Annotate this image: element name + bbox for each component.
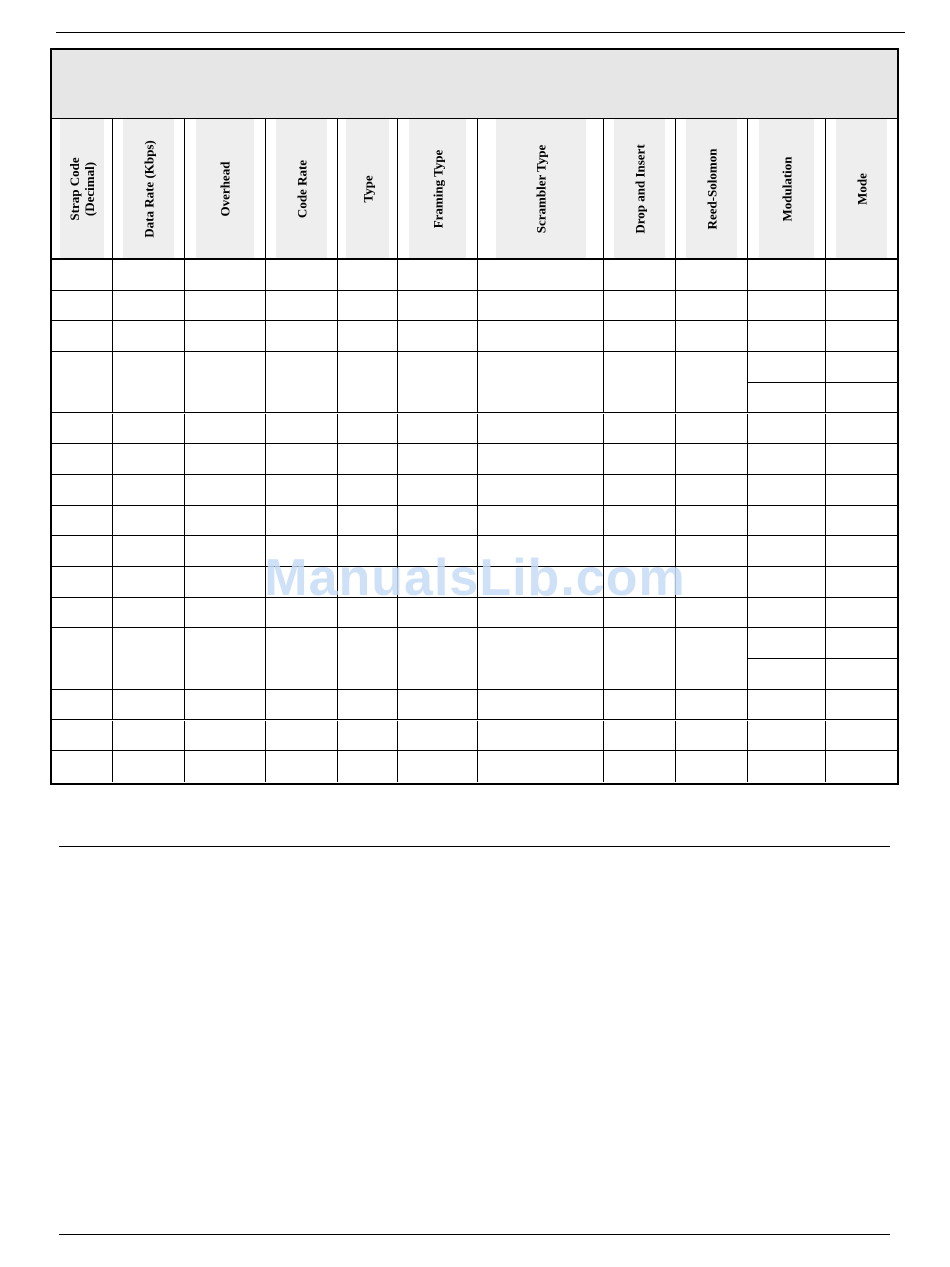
table-cell [398,444,478,475]
table-cell [676,352,748,413]
header-label: Data Rate (Kbps) [141,139,156,238]
table-cell [338,567,398,598]
table-cell [113,444,185,475]
table-cell [266,598,338,629]
table-cell [826,598,897,629]
table-cell [113,536,185,567]
header-label: Drop and Insert [632,143,647,234]
table-cell [113,321,185,352]
table-cell [185,475,266,506]
header-overhead [185,119,266,260]
table-cell [266,291,338,322]
table-cell [748,414,826,445]
table-cell [185,291,266,322]
table-cell [185,444,266,475]
table-cell [478,536,604,567]
table-cell [113,690,185,721]
table-cell [338,260,398,291]
table-cell [826,475,897,506]
table-cell [604,721,676,752]
table-cell [748,506,826,537]
table-cell [676,567,748,598]
table-cell [266,414,338,445]
table-cell [478,414,604,445]
table-cell [185,506,266,537]
table-cell [113,751,185,782]
table-cell [826,414,897,445]
table-cell [676,414,748,445]
table-cell [676,721,748,752]
table-cell [676,536,748,567]
header-label: Mode [854,172,869,205]
table-cell [478,444,604,475]
table-cell [478,291,604,322]
table-cell [478,567,604,598]
table-cell [52,690,113,721]
table-cell [52,536,113,567]
header-label: Framing Type [430,149,445,228]
table-cell [826,383,897,414]
table-cell [398,567,478,598]
table-cell [52,444,113,475]
header-drop-and-insert [604,119,676,260]
table-cell [478,352,604,413]
watermark: ManualsLib.com [264,549,686,607]
table-cell [113,628,185,689]
table-cell [748,352,826,383]
header-framing-type [398,119,478,260]
table-cell [748,321,826,352]
table-cell [338,291,398,322]
table-cell [113,598,185,629]
header-code-rate [266,119,338,260]
table-cell [185,321,266,352]
header-label: Strap Code (Decimal) [67,156,97,221]
table-cell [185,567,266,598]
table-cell [478,690,604,721]
table-cell [113,414,185,445]
section-rule [59,846,890,847]
table-cell [398,414,478,445]
table-cell [604,321,676,352]
table-cell [398,291,478,322]
top-rule [56,32,905,33]
table-cell [478,321,604,352]
table-cell [748,721,826,752]
table-cell [604,260,676,291]
table-cell [478,475,604,506]
table-cell [398,690,478,721]
table-cell [826,721,897,752]
table-cell [604,414,676,445]
table-cell [676,260,748,291]
table-cell [52,506,113,537]
table-cell [52,567,113,598]
table-cell [185,352,266,413]
table-cell [826,506,897,537]
table-cell [398,721,478,752]
table-cell [266,536,338,567]
table-cell [338,506,398,537]
table-cell [604,291,676,322]
table-cell [604,352,676,413]
table-cell [266,506,338,537]
table-cell [185,414,266,445]
header-scrambler-type [478,119,604,260]
table-cell [266,690,338,721]
table-cell [826,628,897,659]
table-cell [604,506,676,537]
table-cell [52,321,113,352]
header-data-rate [113,119,185,260]
table-cell [748,475,826,506]
table-cell [604,598,676,629]
table-cell [604,751,676,782]
table-cell [748,536,826,567]
table-cell [113,506,185,537]
table-cell [826,751,897,782]
strap-code-table [50,48,899,785]
table-cell [185,598,266,629]
table-cell [604,536,676,567]
table-cell [398,751,478,782]
table-cell [338,414,398,445]
table-cell [185,751,266,782]
table-cell [748,751,826,782]
header-label: Code Rate [294,159,309,218]
table-cell [398,536,478,567]
table-cell [478,260,604,291]
table-cell [478,506,604,537]
table-cell [604,444,676,475]
table-cell [52,628,113,689]
table-cell [338,690,398,721]
table-cell [826,536,897,567]
table-cell [826,690,897,721]
table-cell [478,721,604,752]
table-cell [676,321,748,352]
table-cell [52,721,113,752]
header-label: Overhead [217,161,233,216]
header-reed-solomon [676,119,748,260]
table-title-band [52,50,897,119]
header-mode [826,119,897,260]
footer-rule [59,1234,890,1235]
header-label: Modulation [779,155,794,222]
table-cell [52,260,113,291]
table-cell [113,291,185,322]
header-label: Reed-Solomon [704,148,719,229]
table-cell [748,598,826,629]
table-cell [748,690,826,721]
table-cell [113,352,185,413]
table-cell [604,628,676,689]
table-cell [478,598,604,629]
table-cell [604,567,676,598]
header-type [338,119,398,260]
table-cell [478,628,604,689]
table-cell [338,721,398,752]
header-label: Type [360,174,375,203]
table-cell [185,721,266,752]
table-cell [52,352,113,413]
table-cell [185,690,266,721]
table-cell [676,506,748,537]
table-cell [52,475,113,506]
table-cell [676,475,748,506]
table-cell [185,536,266,567]
table-cell [185,628,266,689]
table-cell [398,598,478,629]
table-cell [676,598,748,629]
table-cell [338,352,398,413]
table-cell [113,475,185,506]
table-cell [676,751,748,782]
table-cell [604,475,676,506]
table-cell [676,628,748,689]
table-cell [113,260,185,291]
table-cell [826,352,897,383]
table-cell [398,352,478,413]
table-cell [748,567,826,598]
table-cell [266,475,338,506]
table-cell [748,444,826,475]
table-cell [266,751,338,782]
table-cell [338,536,398,567]
table-cell [748,291,826,322]
table-cell [185,260,266,291]
table-cell [266,444,338,475]
table-cell [748,383,826,414]
table-cell [398,321,478,352]
table-cell [604,690,676,721]
table-cell [113,567,185,598]
table-cell [338,628,398,689]
header-strap-code [52,119,113,260]
table-cell [266,567,338,598]
table-cell [676,291,748,322]
table-cell [676,444,748,475]
table-cell [826,321,897,352]
table-cell [266,321,338,352]
table-cell [338,475,398,506]
table-cell [113,721,185,752]
table-cell [338,751,398,782]
table-cell [748,659,826,690]
table-cell [398,628,478,689]
table-cell [826,659,897,690]
table-cell [748,260,826,291]
table-cell [266,721,338,752]
table-cell [826,567,897,598]
table-cell [748,628,826,659]
table-cell [398,506,478,537]
table-cell [52,414,113,445]
table-cell [266,352,338,413]
table-cell [338,444,398,475]
table-cell [338,598,398,629]
table-cell [52,751,113,782]
table-cell [266,628,338,689]
header-modulation [748,119,826,260]
table-cell [52,291,113,322]
table-cell [826,444,897,475]
table-cell [52,598,113,629]
table-cell [676,690,748,721]
header-label: Scrambler Type [533,144,548,233]
table-cell [398,260,478,291]
table-cell [266,260,338,291]
table-cell [338,321,398,352]
table-cell [826,260,897,291]
table-cell [478,751,604,782]
table-cell [398,475,478,506]
table-cell [826,291,897,322]
